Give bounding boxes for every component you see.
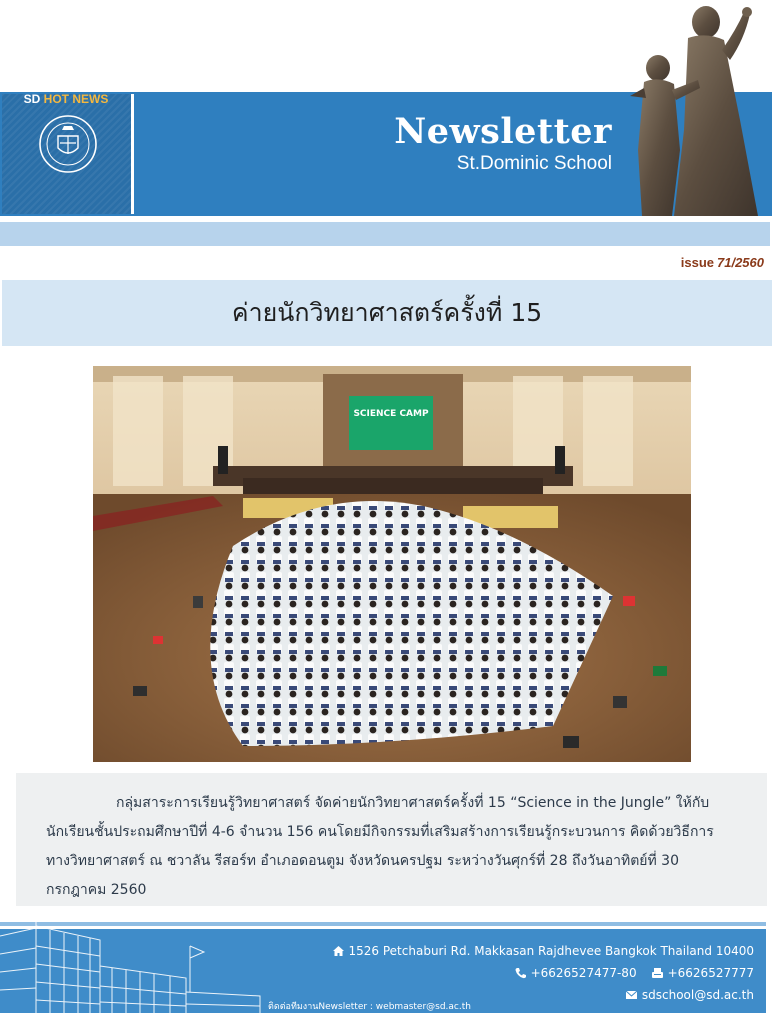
issue-number — [681, 255, 764, 270]
building-illustration — [0, 906, 270, 1013]
school-emblem-icon — [36, 114, 100, 174]
article-body: กลุ่มสาระการเรียนรู้วิทยาศาสตร์ จัดค่ายนักวิทยาศาสตร์ครั้งที่ 15 “Science in the Jungle” ให้กับนักเรียนชั้นประถมศึกษาปีที่ 4-6 จำนวน 156 คนโดยมีกิจกรรมที่เสริมสร้างการเรียนรู้กระบวนการ คิดด้วยวิธีการทางวิทยาศาสตร์ ณ ชวาลัน รีสอร์ท อำเภอดอนตูม จังหวัดนครปฐม ระหว่างวันศุกร์ที่ 28 ถึงวันอาทิตย์ที่ 30 กรกฎาคม 2560 — [46, 795, 714, 898]
stage-screen-text: SCIENCE CAMP — [353, 409, 429, 419]
footer-contact: ติดต่อทีมงานNewsletter : webmaster@sd.ac.th — [268, 1002, 471, 1012]
footer-address: 1526 Petchaburi Rd. Makkasan Rajdhevee Bangkok Thailand 10400 — [348, 944, 754, 958]
hot-news-badge — [0, 92, 132, 106]
fax-icon — [651, 967, 664, 979]
badge-sd: SD — [23, 92, 41, 106]
logo-panel — [2, 94, 134, 214]
article-photo — [93, 366, 691, 762]
footer-email-line — [625, 988, 754, 1002]
phone-icon — [514, 967, 527, 979]
issue-value: 71/2560 — [717, 255, 764, 270]
footer-email[interactable]: sdschool@sd.ac.th — [641, 988, 754, 1002]
header-under-band — [0, 222, 770, 246]
footer-address-line — [332, 944, 754, 958]
footer-fax: +6626527777 — [667, 966, 754, 980]
mail-icon — [625, 989, 638, 1001]
home-icon — [332, 945, 345, 957]
statue-image — [618, 0, 784, 218]
footer-phone-line — [514, 966, 754, 980]
issue-label: issue — [680, 255, 714, 270]
badge-hot-news: HOT NEWS — [43, 92, 109, 106]
newsletter-title: Newsletter — [394, 111, 612, 152]
headline-box — [2, 280, 772, 346]
newsletter-title-block — [380, 112, 612, 175]
article-body-box — [16, 773, 767, 906]
newsletter-subtitle: St.Dominic School — [456, 153, 612, 174]
footer-phone: +6626527477-80 — [530, 966, 637, 980]
article-headline: ค่ายนักวิทยาศาสตร์ครั้งที่ 15 — [231, 298, 543, 327]
